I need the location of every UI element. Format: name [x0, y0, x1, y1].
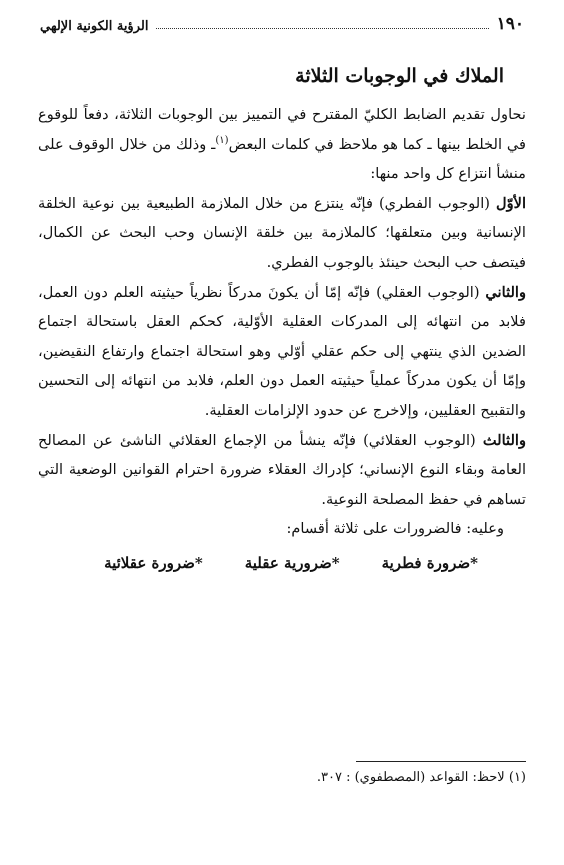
- list-item: *ضرورية عقلية: [244, 553, 340, 572]
- first-lead: الأوّل: [495, 194, 526, 212]
- third-lead: والثالث: [482, 431, 526, 449]
- footnote: (١) لاحظ: القواعد (المصطفوي) : ٣٠٧.: [316, 770, 526, 785]
- intro-text: نحاول تقديم الضابط الكليّ المقترح في التمييز بين الوجوبات الثلاثة، دفعاً للوقوع في الخلط بينها ـ كما هو ملاحظ في كلمات البعض: [38, 106, 526, 153]
- page-number: ١٩٠: [496, 14, 524, 34]
- first-body: (الوجوب الفطري) فإنّه ينتزع من خلال الملازمة الطبيعية بين نوعية الخلقة الإنسانية وبين متعلقها؛ كالملازمة بين خلقة الإنسان وحب البحث عن الكمال، فيتصف حب البحث حينئذ بالوجوب الفطري.: [38, 194, 526, 271]
- footnote-separator: [356, 761, 526, 762]
- necessity-types-list: [38, 548, 526, 578]
- conclusion-paragraph: وعليه: فالضرورات على ثلاثة أقسام:: [286, 520, 504, 538]
- second-paragraph: [38, 278, 526, 426]
- intro-paragraph: [38, 100, 526, 189]
- header-dotted-rule: [156, 28, 488, 29]
- second-lead: والثاني: [485, 283, 527, 301]
- intro-tail-text: ـ وذلك من خلال الوقوف على منشأ انتزاع كل واحد منها:: [38, 135, 526, 183]
- third-body: (الوجوب العقلائي) فإنّه ينشأ من الإجماع العقلائي الناشئ عن المصالح العامة وبقاء النوع الإنساني؛ كإدراك العقلاء ضرورة احترام القوانين الوضعية التي تساهم في حفظ المصلحة النوعية.: [38, 431, 526, 508]
- list-item: *ضرورة فطرية: [381, 553, 478, 572]
- running-title: الرؤية الكونية الإلهي: [40, 19, 149, 34]
- list-item: *ضرورة عقلائية: [104, 553, 203, 572]
- page-body: [38, 62, 526, 578]
- running-header: [40, 12, 524, 34]
- first-paragraph: [38, 189, 526, 278]
- third-paragraph: [38, 426, 526, 515]
- section-heading: الملاك في الوجوبات الثلاثة: [295, 65, 504, 87]
- second-body: (الوجوب العقلي) فإنّه إمّا أن يكونَ مدركاً نظرياً حيثيته العلم دون العمل، فلابد من انتهائه إلى المدركات العقلية الأوّلية، كحكم العقل باستحالة اجتماع الضدين الذي ينتهي إلى حكم عقلي أوّلي وهو استحالة اجتماع وارتفاع النقيضين، وإمّا أن يكون مدركاً عملياً حيثيته العمل دون العلم، فلابد من انتهائه إلى التحسين والتقبيح العقليين، وإلاخرج عن حدود الإلزامات العقلية.: [38, 283, 526, 419]
- footnote-marker: (١): [215, 134, 229, 146]
